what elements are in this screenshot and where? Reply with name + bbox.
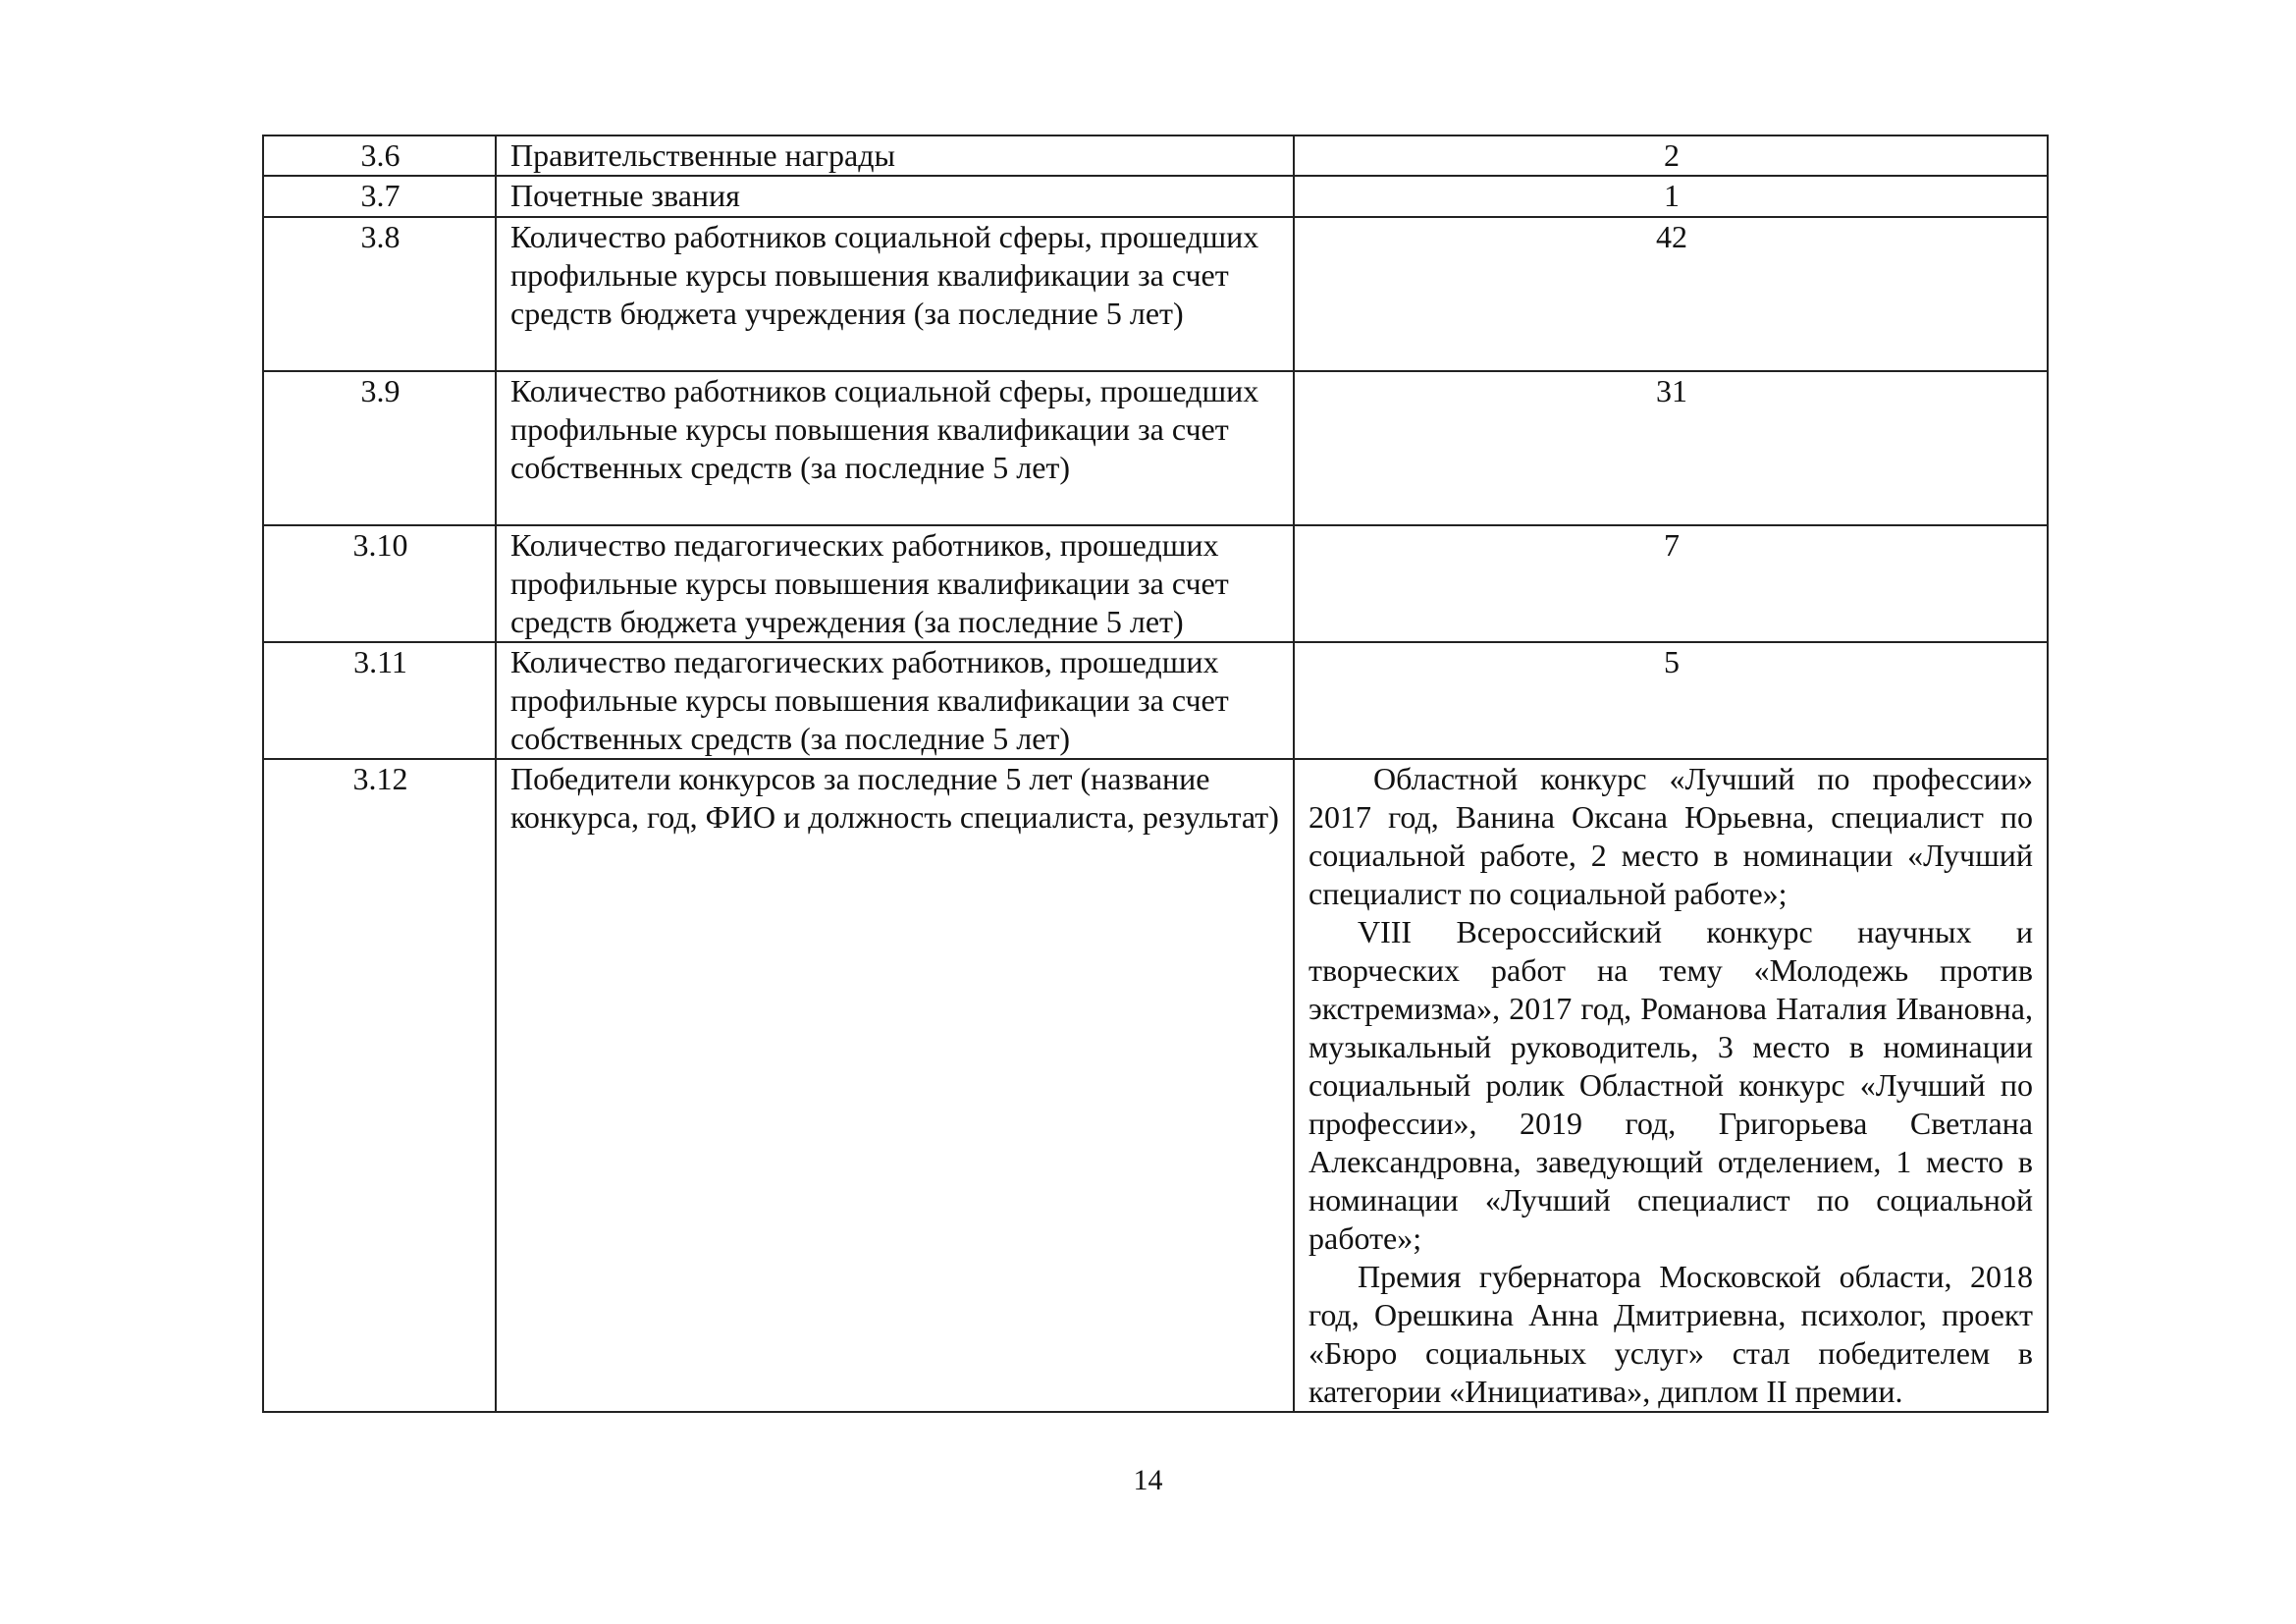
row-number: 3.6 bbox=[263, 135, 496, 176]
row-number: 3.8 bbox=[263, 217, 496, 371]
table-row bbox=[263, 642, 2048, 759]
table-row bbox=[263, 525, 2048, 642]
table-row bbox=[263, 135, 2048, 176]
row-number: 3.10 bbox=[263, 525, 496, 642]
row-number: 3.9 bbox=[263, 371, 496, 525]
table-row bbox=[263, 759, 2048, 1412]
indicators-table bbox=[262, 135, 2049, 1413]
row-number: 3.12 bbox=[263, 759, 496, 1412]
row-value: 2 bbox=[1294, 135, 2048, 176]
row-indicator: Количество работников социальной сферы, прошедших профильные курсы повышения квалификации за счет средств бюджета учреждения (за последние 5 лет) bbox=[496, 217, 1294, 371]
row-indicator: Победители конкурсов за последние 5 лет (название конкурса, год, ФИО и должность специалиста, результат) bbox=[496, 759, 1294, 1412]
row-value: 5 bbox=[1294, 642, 2048, 759]
row-indicator: Правительственные награды bbox=[496, 135, 1294, 176]
page-number: 14 bbox=[1133, 1464, 1163, 1496]
winner-paragraph: VIII Всероссийский конкурс научных и творческих работ на тему «Молодежь против экстремизма», 2017 год, Романова Наталия Ивановна, музыкальный руководитель, 3 место в номинации социальный ролик Областной конкурс «Лучший по профессии», 2019 год, Григорьева Светлана Александровна, заведующий отделением, 1 место в номинации «Лучший специалист по социальной работе»; bbox=[1308, 914, 2033, 1256]
winner-paragraph: Премия губернатора Московской области, 2018 год, Орешкина Анна Дмитриевна, психолог, проект «Бюро социальных услуг» стал победителем в категории «Инициатива», диплом II премии. bbox=[1308, 1259, 2033, 1409]
row-value-winners bbox=[1294, 759, 2048, 1412]
row-indicator: Почетные звания bbox=[496, 176, 1294, 217]
row-number: 3.11 bbox=[263, 642, 496, 759]
row-indicator: Количество педагогических работников, прошедших профильные курсы повышения квалификации за счет средств бюджета учреждения (за последние 5 лет) bbox=[496, 525, 1294, 642]
row-value: 31 bbox=[1294, 371, 2048, 525]
row-indicator: Количество работников социальной сферы, прошедших профильные курсы повышения квалификации за счет собственных средств (за последние 5 лет) bbox=[496, 371, 1294, 525]
table-row bbox=[263, 176, 2048, 217]
row-value: 1 bbox=[1294, 176, 2048, 217]
row-value: 42 bbox=[1294, 217, 2048, 371]
table-row bbox=[263, 217, 2048, 371]
winner-paragraph: Областной конкурс «Лучший по профессии» 2017 год, Ванина Оксана Юрьевна, специалист по социальной работе, 2 место в номинации «Лучший специалист по социальной работе»; bbox=[1308, 761, 2033, 911]
row-indicator: Количество педагогических работников, прошедших профильные курсы повышения квалификации за счет собственных средств (за последние 5 лет) bbox=[496, 642, 1294, 759]
row-value: 7 bbox=[1294, 525, 2048, 642]
row-number: 3.7 bbox=[263, 176, 496, 217]
table-row bbox=[263, 371, 2048, 525]
